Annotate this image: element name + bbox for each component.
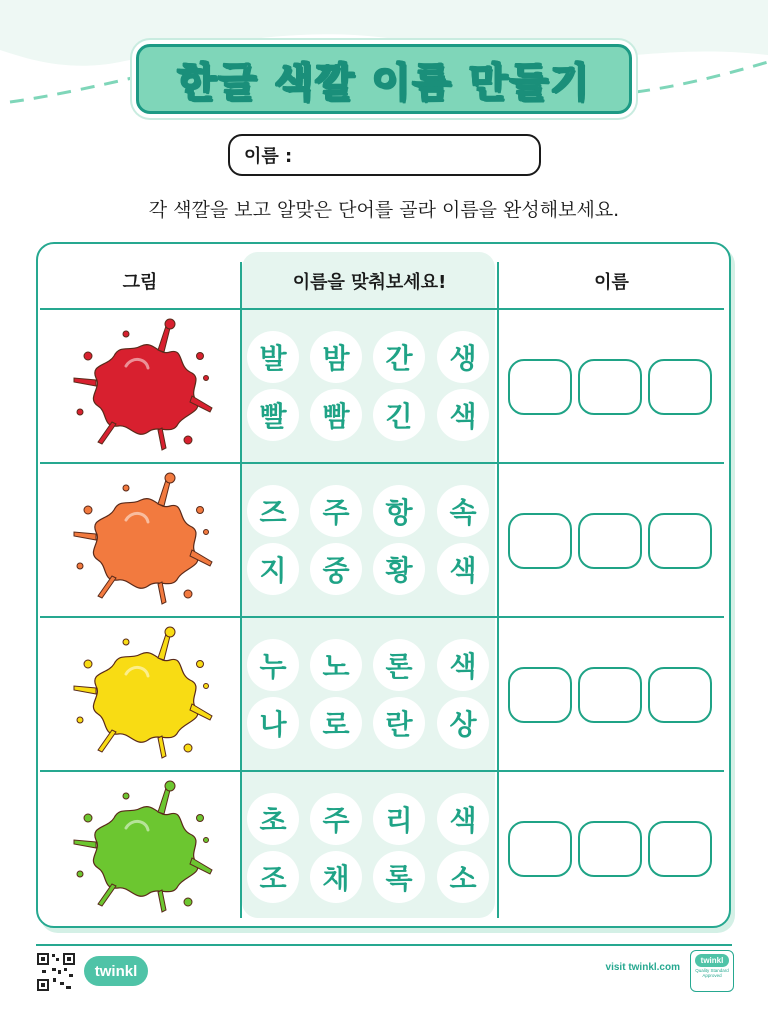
answer-box[interactable] bbox=[648, 821, 712, 877]
syllable-chip[interactable]: 론 bbox=[373, 639, 425, 691]
syllable-chip[interactable]: 빰 bbox=[310, 389, 362, 441]
syllable-chip[interactable]: 주 bbox=[310, 793, 362, 845]
answer-box[interactable] bbox=[648, 667, 712, 723]
column-divider bbox=[497, 262, 499, 918]
instruction-text: 각 색깔을 보고 알맞은 단어를 골라 이름을 완성해보세요. bbox=[148, 199, 620, 221]
answer-box[interactable] bbox=[508, 821, 572, 877]
syllable-chip[interactable]: 색 bbox=[437, 543, 489, 595]
syllable-chip[interactable]: 채 bbox=[310, 851, 362, 903]
answer-box[interactable] bbox=[508, 667, 572, 723]
answer-box[interactable] bbox=[508, 359, 572, 415]
syllable-chip[interactable]: 누 bbox=[247, 639, 299, 691]
syllable-chip[interactable]: 발 bbox=[247, 331, 299, 383]
column-header-guess: 이름을 맞춰보세요! bbox=[292, 272, 447, 293]
syllable-chip[interactable]: 색 bbox=[437, 389, 489, 441]
visit-link[interactable]: visit twinkl.com bbox=[605, 962, 680, 973]
row-divider bbox=[40, 462, 724, 464]
orange-paint-splat bbox=[66, 470, 216, 610]
syllable-chip[interactable]: 지 bbox=[247, 543, 299, 595]
syllable-chip[interactable]: 색 bbox=[437, 793, 489, 845]
syllable-chip[interactable]: 주 bbox=[310, 485, 362, 537]
column-divider bbox=[240, 262, 242, 918]
syllable-chip[interactable]: 중 bbox=[310, 543, 362, 595]
red-paint-splat bbox=[66, 316, 216, 456]
answer-box[interactable] bbox=[578, 821, 642, 877]
row-divider bbox=[40, 616, 724, 618]
answer-box[interactable] bbox=[648, 359, 712, 415]
name-label: 이름 : bbox=[244, 146, 293, 167]
badge-logo: twinkl bbox=[695, 954, 729, 967]
syllable-chip[interactable]: 상 bbox=[437, 697, 489, 749]
answer-box[interactable] bbox=[578, 513, 642, 569]
syllable-chip[interactable]: 록 bbox=[373, 851, 425, 903]
syllable-chip[interactable]: 황 bbox=[373, 543, 425, 595]
syllable-chip[interactable]: 란 bbox=[373, 697, 425, 749]
row-divider bbox=[40, 308, 724, 310]
syllable-chip[interactable]: 로 bbox=[310, 697, 362, 749]
syllable-chip[interactable]: 소 bbox=[437, 851, 489, 903]
syllable-chip[interactable]: 나 bbox=[247, 697, 299, 749]
footer-divider bbox=[36, 944, 732, 946]
yellow-paint-splat bbox=[66, 624, 216, 764]
syllable-chip[interactable]: 노 bbox=[310, 639, 362, 691]
answer-box[interactable] bbox=[508, 513, 572, 569]
badge-text: Quality Standard Approved bbox=[695, 968, 729, 978]
row-divider bbox=[40, 770, 724, 772]
syllable-chip[interactable]: 항 bbox=[373, 485, 425, 537]
answer-box[interactable] bbox=[648, 513, 712, 569]
syllable-chip[interactable]: 속 bbox=[437, 485, 489, 537]
page-title: 한글 색깔 이름 만들기 bbox=[177, 59, 591, 106]
quality-badge bbox=[690, 950, 734, 992]
syllable-chip[interactable]: 간 bbox=[373, 331, 425, 383]
syllable-chip[interactable]: 생 bbox=[437, 331, 489, 383]
twinkl-logo: twinkl bbox=[84, 956, 148, 986]
name-field[interactable] bbox=[228, 134, 541, 176]
syllable-chip[interactable]: 색 bbox=[437, 639, 489, 691]
syllable-chip[interactable]: 조 bbox=[247, 851, 299, 903]
syllable-chip[interactable]: 즈 bbox=[247, 485, 299, 537]
syllable-chip[interactable]: 초 bbox=[247, 793, 299, 845]
syllable-chip[interactable]: 빨 bbox=[247, 389, 299, 441]
syllable-chip[interactable]: 리 bbox=[373, 793, 425, 845]
answer-box[interactable] bbox=[578, 667, 642, 723]
answer-box[interactable] bbox=[578, 359, 642, 415]
title-banner bbox=[136, 44, 632, 114]
column-header-picture: 그림 bbox=[122, 272, 158, 293]
syllable-chip[interactable]: 밤 bbox=[310, 331, 362, 383]
column-header-name: 이름 bbox=[594, 272, 629, 293]
syllable-chip[interactable]: 긴 bbox=[373, 389, 425, 441]
green-paint-splat bbox=[66, 778, 216, 918]
qr-code-icon bbox=[36, 952, 76, 992]
